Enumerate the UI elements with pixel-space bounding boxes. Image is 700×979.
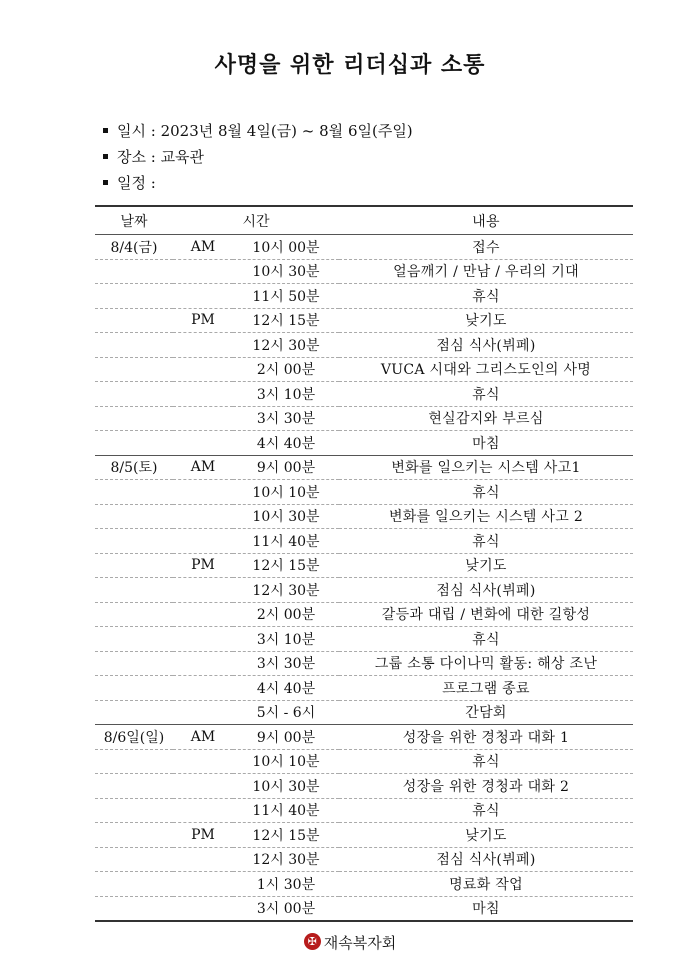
cell-content: 휴식	[339, 284, 633, 309]
cell-date	[95, 823, 173, 848]
info-schedule: 일정 :	[103, 170, 413, 196]
table-row	[95, 480, 633, 505]
bullet-icon	[103, 154, 108, 159]
cell-ampm	[173, 431, 233, 456]
cell-ampm	[173, 529, 233, 554]
header-content: 내용	[339, 206, 633, 235]
cell-date	[95, 504, 173, 529]
table-row	[95, 553, 633, 578]
org-name: 재속복자회	[323, 934, 397, 952]
cell-ampm: AM	[173, 725, 233, 750]
cell-ampm	[173, 847, 233, 872]
cell-date	[95, 284, 173, 309]
cell-content: 접수	[339, 235, 633, 260]
bullet-icon	[103, 128, 108, 133]
table-row	[95, 406, 633, 431]
cell-content: 점심 식사(뷔페)	[339, 578, 633, 603]
table-row	[95, 235, 633, 260]
cell-ampm	[173, 578, 233, 603]
cell-content: 휴식	[339, 529, 633, 554]
cell-time: 11시 50분	[233, 284, 339, 309]
table-row	[95, 700, 633, 725]
cell-content: 휴식	[339, 480, 633, 505]
cell-time: 11시 40분	[233, 798, 339, 823]
cell-ampm	[173, 406, 233, 431]
cell-time: 10시 10분	[233, 480, 339, 505]
cell-date: 8/4(금)	[95, 235, 173, 260]
cell-date: 8/6일(일)	[95, 725, 173, 750]
cell-time: 2시 00분	[233, 357, 339, 382]
table-row	[95, 333, 633, 358]
cell-ampm: PM	[173, 553, 233, 578]
cell-date	[95, 749, 173, 774]
cell-content: 변화를 일으키는 시스템 사고 2	[339, 504, 633, 529]
table-row	[95, 896, 633, 921]
table-row	[95, 431, 633, 456]
cell-time: 9시 00분	[233, 455, 339, 480]
table-row	[95, 627, 633, 652]
cell-content: 휴식	[339, 627, 633, 652]
cell-content: 성장을 위한 경청과 대화 2	[339, 774, 633, 799]
cell-content: 얼음깨기 / 만남 / 우리의 기대	[339, 259, 633, 284]
cell-content: 휴식	[339, 382, 633, 407]
cell-date	[95, 774, 173, 799]
footer	[0, 932, 700, 953]
cell-date	[95, 700, 173, 725]
cell-content: 성장을 위한 경청과 대화 1	[339, 725, 633, 750]
cell-time: 10시 10분	[233, 749, 339, 774]
cell-date	[95, 259, 173, 284]
cell-time: 12시 30분	[233, 847, 339, 872]
cell-time: 12시 15분	[233, 553, 339, 578]
cell-time: 1시 30분	[233, 872, 339, 897]
table-row	[95, 529, 633, 554]
cell-time: 3시 10분	[233, 382, 339, 407]
cell-ampm: PM	[173, 308, 233, 333]
cell-date	[95, 896, 173, 921]
cell-ampm	[173, 333, 233, 358]
cell-time: 3시 00분	[233, 896, 339, 921]
cell-content: 그룹 소통 다이나믹 활동: 해상 조난	[339, 651, 633, 676]
cell-date	[95, 578, 173, 603]
table-row	[95, 725, 633, 750]
table-header-row	[95, 206, 633, 235]
cell-ampm	[173, 700, 233, 725]
cell-date	[95, 308, 173, 333]
table-row	[95, 798, 633, 823]
cell-content: 명료화 작업	[339, 872, 633, 897]
cell-time: 12시 30분	[233, 333, 339, 358]
cell-date	[95, 872, 173, 897]
table-row	[95, 382, 633, 407]
cell-content: 프로그램 종료	[339, 676, 633, 701]
cell-date	[95, 431, 173, 456]
schedule-table	[95, 205, 633, 922]
cell-date	[95, 529, 173, 554]
cell-time: 3시 30분	[233, 406, 339, 431]
cell-time: 10시 30분	[233, 774, 339, 799]
cell-content: VUCA 시대와 그리스도인의 사명	[339, 357, 633, 382]
page-title: 사명을 위한 리더십과 소통	[214, 53, 486, 78]
cell-date	[95, 798, 173, 823]
table-row	[95, 284, 633, 309]
table-row	[95, 259, 633, 284]
cell-time: 10시 30분	[233, 504, 339, 529]
cell-time: 10시 00분	[233, 235, 339, 260]
table-row	[95, 651, 633, 676]
cell-ampm	[173, 480, 233, 505]
cell-ampm	[173, 676, 233, 701]
cell-date	[95, 406, 173, 431]
cell-ampm	[173, 651, 233, 676]
cell-time: 9시 00분	[233, 725, 339, 750]
cell-content: 마침	[339, 896, 633, 921]
cell-date	[95, 553, 173, 578]
cell-ampm: AM	[173, 455, 233, 480]
cell-content: 낮기도	[339, 823, 633, 848]
table-row	[95, 504, 633, 529]
cell-ampm	[173, 896, 233, 921]
cell-content: 현실감지와 부르심	[339, 406, 633, 431]
event-info	[103, 118, 413, 196]
table-row	[95, 847, 633, 872]
cell-content: 마침	[339, 431, 633, 456]
cell-content: 갈등과 대립 / 변화에 대한 길항성	[339, 602, 633, 627]
cell-ampm	[173, 627, 233, 652]
cell-time: 10시 30분	[233, 259, 339, 284]
table-row	[95, 602, 633, 627]
bullet-icon	[103, 180, 108, 185]
table-row	[95, 455, 633, 480]
cell-ampm	[173, 259, 233, 284]
cell-date: 8/5(토)	[95, 455, 173, 480]
table-row	[95, 578, 633, 603]
cell-date	[95, 602, 173, 627]
table-row	[95, 676, 633, 701]
cell-time: 2시 00분	[233, 602, 339, 627]
cell-time: 12시 15분	[233, 308, 339, 333]
cell-date	[95, 676, 173, 701]
header-date: 날짜	[95, 206, 173, 235]
info-date: 일시 : 2023년 8월 4일(금) ~ 8월 6일(주일)	[103, 118, 413, 144]
header-time: 시간	[173, 206, 339, 235]
cell-content: 간담회	[339, 700, 633, 725]
cell-ampm	[173, 774, 233, 799]
cell-content: 점심 식사(뷔페)	[339, 333, 633, 358]
cell-content: 낮기도	[339, 553, 633, 578]
cell-time: 12시 15분	[233, 823, 339, 848]
cell-content: 점심 식사(뷔페)	[339, 847, 633, 872]
cell-ampm	[173, 284, 233, 309]
cell-ampm	[173, 749, 233, 774]
table-row	[95, 774, 633, 799]
table-row	[95, 308, 633, 333]
cell-ampm	[173, 357, 233, 382]
cell-ampm	[173, 602, 233, 627]
table-row	[95, 357, 633, 382]
cell-content: 휴식	[339, 798, 633, 823]
order-seal-icon: ✠	[304, 933, 321, 950]
info-place: 장소 : 교육관	[103, 144, 413, 170]
cell-content: 휴식	[339, 749, 633, 774]
cell-time: 3시 30분	[233, 651, 339, 676]
schedule-body	[95, 235, 633, 922]
cell-time: 5시 - 6시	[233, 700, 339, 725]
table-row	[95, 749, 633, 774]
cell-time: 4시 40분	[233, 676, 339, 701]
cell-date	[95, 357, 173, 382]
cell-ampm	[173, 382, 233, 407]
cell-time: 11시 40분	[233, 529, 339, 554]
table-row	[95, 823, 633, 848]
cell-time: 12시 30분	[233, 578, 339, 603]
cell-ampm: PM	[173, 823, 233, 848]
cell-date	[95, 847, 173, 872]
table-row	[95, 872, 633, 897]
cell-ampm: AM	[173, 235, 233, 260]
cell-date	[95, 333, 173, 358]
cell-content: 낮기도	[339, 308, 633, 333]
cell-date	[95, 627, 173, 652]
cell-ampm	[173, 798, 233, 823]
cell-time: 3시 10분	[233, 627, 339, 652]
cell-ampm	[173, 504, 233, 529]
cell-date	[95, 382, 173, 407]
cell-date	[95, 480, 173, 505]
cell-date	[95, 651, 173, 676]
cell-content: 변화를 일으키는 시스템 사고1	[339, 455, 633, 480]
cell-ampm	[173, 872, 233, 897]
cell-time: 4시 40분	[233, 431, 339, 456]
